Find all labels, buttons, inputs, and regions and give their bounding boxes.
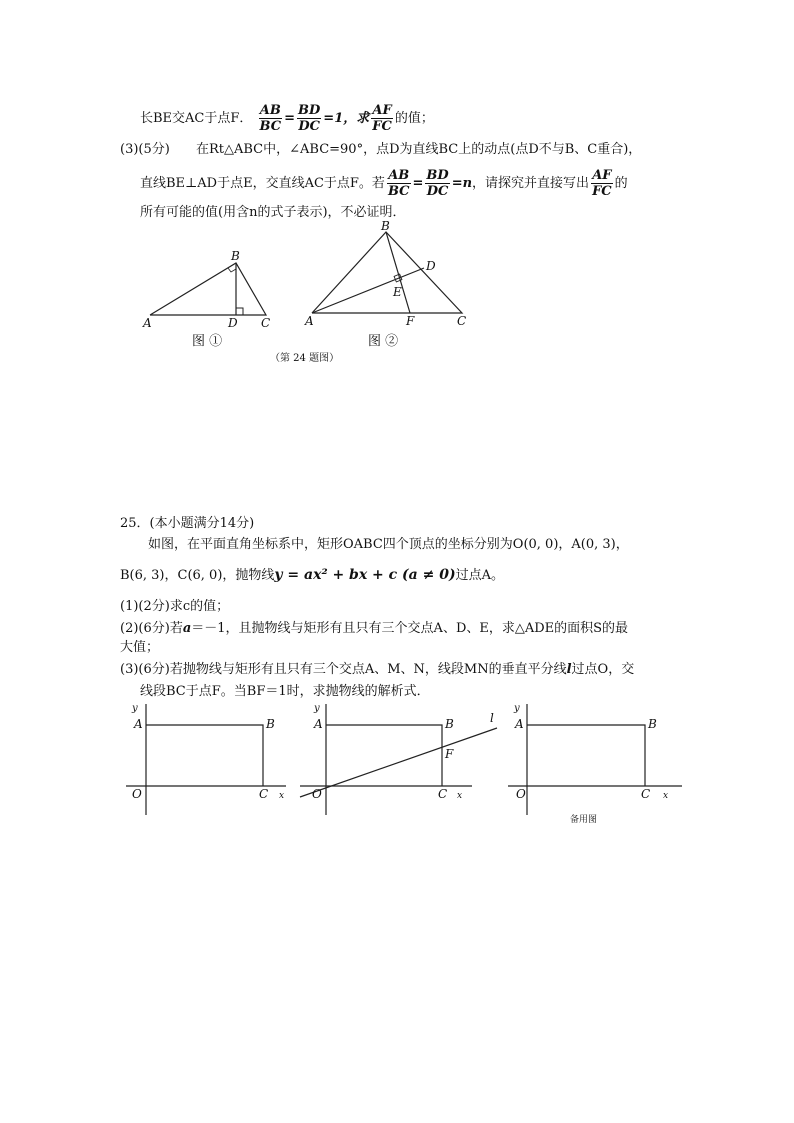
figure-1-caption: 图 ① <box>192 334 223 349</box>
q24-part3-label: (3)(5分) <box>120 142 170 157</box>
label-c: C <box>259 787 269 801</box>
figure-2-caption: 图 ② <box>368 334 399 349</box>
label-f: F <box>445 747 454 761</box>
label-b: B <box>266 717 275 731</box>
label-e: E <box>393 285 402 299</box>
label-b: B <box>445 717 454 731</box>
label-a: A <box>134 717 143 731</box>
axis-x-label: x <box>279 791 285 801</box>
axis-y-label: y <box>132 703 138 714</box>
q25-part2-line2: 大值； <box>120 640 160 655</box>
fraction-ab-bc-2: $\frac{AB}{BC}$ <box>387 168 410 199</box>
q24-part3-line1 <box>120 141 641 159</box>
label-b: B <box>648 717 657 731</box>
label-f: F <box>406 314 415 328</box>
q25-graph-1 <box>118 700 298 820</box>
axis-y-label: y <box>314 703 320 714</box>
q24-figure-2 <box>300 220 480 350</box>
label-o: O <box>312 787 322 801</box>
q25-part2-line1: (2)(6分)若a＝－1，且抛物线与矩形有且只有三个交点A、D、E，求△ADE的面积S的最 <box>120 621 629 636</box>
label-a: A <box>314 717 323 731</box>
parabola-formula: y = ax² + bx + c (a ≠ 0) <box>274 567 456 583</box>
q24-figure-caption: （第 24 题图） <box>270 353 340 364</box>
equals-one: =1，求 <box>323 111 370 126</box>
label-o: O <box>516 787 526 801</box>
fraction-bd-dc-2: $\frac{BD}{DC}$ <box>426 168 449 199</box>
q24-part3-line2: 直线BE⊥AD于点E，交直线AC于点F。若 $\frac{AB}{BC}$ = $\frac{BD}{DC}$ =n，请探究并直接写出 $\frac{AF}{FC}$ 的 <box>140 168 628 199</box>
q24-part3-line3: 所有可能的值(用含n的式子表示)，不必证明． <box>140 205 406 220</box>
q24-part3-text1: 在Rt△ABC中，∠ABC=90°，点D为直线BC上的动点(点D不与B、C重合)， <box>195 142 642 157</box>
q24-figure-1 <box>140 245 280 350</box>
axis-x-label: x <box>663 791 669 801</box>
label-d: D <box>228 316 238 330</box>
q25-intro-line1: 如图，在平面直角坐标系中，矩形OABC四个顶点的坐标分别为O(0, 0)，A(0, 3)， <box>148 537 629 552</box>
q25-graph-3 <box>500 700 700 825</box>
label-c: C <box>438 787 448 801</box>
label-b: B <box>231 249 240 263</box>
q25-part3-line1: (3)(6分)若抛物线与矩形有且只有三个交点A、M、N，线段MN的垂直平分线l过点O，交 <box>120 662 635 677</box>
label-c: C <box>261 316 271 330</box>
q25-graph-2 <box>290 700 510 820</box>
label-c: C <box>457 314 467 328</box>
label-a: A <box>305 314 314 328</box>
fraction-af-fc-2: $\frac{AF}{FC}$ <box>592 168 612 199</box>
fraction-ab-bc: $\frac{AB}{BC}$ <box>259 103 282 134</box>
label-c: C <box>641 787 651 801</box>
label-d: D <box>426 259 436 273</box>
axis-y-label: y <box>514 703 520 714</box>
label-l: l <box>490 711 494 725</box>
label-o: O <box>132 787 142 801</box>
q24-line1: 长BE交AC于点F． $\frac{AB}{BC}$ = $\frac{BD}{DC}$ =1，求 $\frac{AF}{FC}$ 的值； <box>140 103 434 134</box>
q25-intro-line2: B(6, 3)，C(6, 0)，抛物线y = ax² + bx + c (a ≠ 0)过点A。 <box>120 567 504 583</box>
spare-figure-caption: 备用图 <box>570 815 598 825</box>
q25-part3-line2: 线段BC于点F。当BF＝1时，求抛物线的解析式． <box>140 684 430 699</box>
axis-x-label: x <box>457 791 463 801</box>
label-b: B <box>381 220 390 233</box>
label-a: A <box>515 717 524 731</box>
fraction-af-fc: $\frac{AF}{FC}$ <box>372 103 392 134</box>
q25-header: 25．(本小题满分14分) <box>120 516 255 531</box>
q24-line1-pre: 长BE交AC于点F． <box>140 111 253 126</box>
label-a: A <box>143 316 152 330</box>
q25-part1: (1)(2分)求c的值； <box>120 599 230 614</box>
fraction-bd-dc: $\frac{BD}{DC}$ <box>298 103 321 134</box>
